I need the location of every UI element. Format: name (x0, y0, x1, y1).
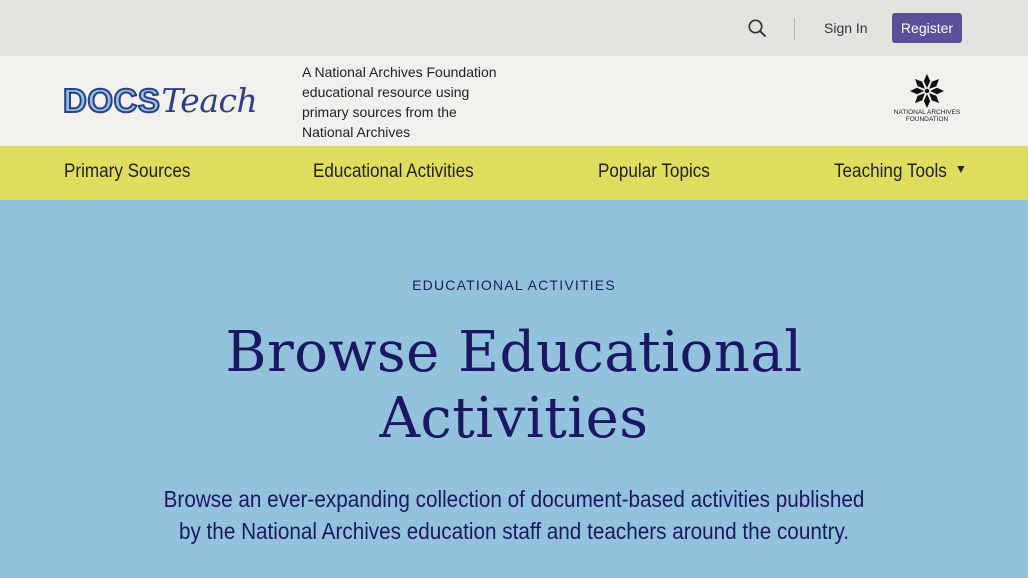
nav-primary-sources[interactable]: Primary Sources (64, 161, 191, 182)
nav-popular-topics[interactable]: Popular Topics (598, 161, 710, 182)
logo-line-2: FOUNDATION (905, 116, 949, 123)
nav-educational-activities[interactable]: Educational Activities (313, 161, 474, 182)
docsteach-logo[interactable] (63, 81, 257, 121)
star-emblem-icon (908, 73, 946, 109)
page-title: Browse Educational Activities (225, 320, 803, 451)
main-navigation (0, 146, 1028, 200)
utility-divider (794, 18, 795, 40)
chevron-down-icon (958, 166, 965, 173)
register-button[interactable]: Register (892, 13, 962, 43)
nav-teaching-tools[interactable] (834, 146, 965, 200)
search-icon (746, 17, 768, 39)
nav-teaching-tools-label: Teaching Tools (834, 161, 947, 182)
national-archives-foundation-logo[interactable] (890, 73, 964, 129)
site-tagline: A National Archives Foundation educational resource using primary sources from the National Archives (302, 64, 497, 140)
logo-line-1: NATIONAL ARCHIVES (893, 109, 961, 116)
search-button[interactable] (746, 17, 768, 39)
hero-eyebrow: EDUCATIONAL ACTIVITIES (412, 277, 616, 293)
hero-description: Browse an ever-expanding collection of document-based activities published by the National Archives education staff and teachers around the country. (163, 486, 865, 544)
logo-teach-text: Teach (161, 81, 258, 120)
logo-docs-text: DOCS (63, 82, 161, 119)
sign-in-link[interactable]: Sign In (824, 20, 868, 36)
utility-bar (0, 0, 1028, 56)
